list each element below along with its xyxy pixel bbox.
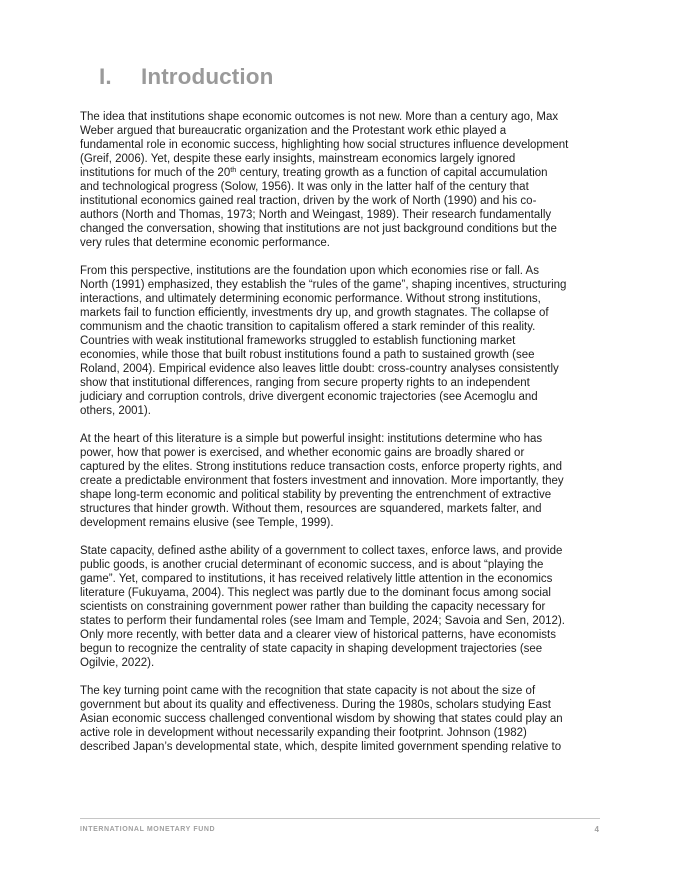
text-line: public goods, is another crucial determinant of economic success, and is about “playing the — [80, 559, 544, 571]
paragraph — [80, 684, 606, 754]
text-line: Ogilvie, 2022). — [80, 657, 155, 669]
footer-divider — [80, 818, 600, 819]
text-line: North (1991) emphasized, they establish the “rules of the game”, shaping incentives, structuring — [80, 279, 567, 291]
text-line: shape long-term economic and political stability by preventing the entrenchment of extractive — [80, 489, 552, 501]
superscript: th — [230, 165, 237, 174]
text-line: (Greif, 2006). Yet, despite these early insights, mainstream economics largely ignored — [80, 153, 516, 165]
text-line: states to perform their fundamental roles (see Imam and Temple, 2024; Savoia and Sen, 2012). — [80, 615, 565, 627]
text-line: described Japan’s developmental state, which, despite limited government spending relative to — [80, 741, 562, 753]
text-line: Roland, 2004). Empirical evidence also leaves little doubt: cross-country analyses consistently — [80, 363, 559, 375]
text-line: State capacity, defined asthe ability of a government to collect taxes, enforce laws, and provide — [80, 545, 563, 557]
text-line: very rules that determine economic performance. — [80, 237, 330, 249]
section-title: Introduction — [141, 64, 274, 89]
text-line: The key turning point came with the recognition that state capacity is not about the size of — [80, 685, 536, 697]
text-fragment: institutions for much of the 20 — [80, 167, 231, 179]
text-line: captured by the elites. Strong institutions reduce transaction costs, enforce property rights, and — [80, 461, 562, 473]
page-number: 4 — [594, 825, 599, 834]
text-line: fundamental role in economic success, highlighting how social structures influence development — [80, 139, 569, 151]
text-line: The idea that institutions shape economic outcomes is not new. More than a century ago, Max — [80, 111, 559, 123]
paragraph — [80, 544, 606, 670]
text-line: and technological progress (Solow, 1956). It was only in the latter half of the century that — [80, 181, 529, 193]
text-line: changed the conversation, showing that institutions are not just background conditions but the — [80, 223, 557, 235]
text-line: Asian economic success challenged conventional wisdom by showing that states could play an — [80, 713, 563, 725]
text-line: development remains elusive (see Temple, 1999). — [80, 517, 334, 529]
text-line: begun to recognize the centrality of state capacity in shaping development trajectories (see — [80, 643, 543, 655]
text-line: show that institutional differences, ranging from secure property rights to an independent — [80, 377, 530, 389]
text-line: Countries with weak institutional frameworks struggled to establish functioning market — [80, 335, 516, 347]
text-line: government but about its quality and effectiveness. During the 1980s, scholars studying East — [80, 699, 551, 711]
text-line: interactions, and ultimately determining economic performance. Without strong institutions, — [80, 293, 541, 305]
text-line: structures that hinder growth. Without them, resources are squandered, markets falter, and — [80, 503, 542, 515]
text-line: communism and the chaotic transition to capitalism offered a stark reminder of this reality. — [80, 321, 536, 333]
text-line: Weber argued that bureaucratic organization and the Protestant work ethic played a — [80, 125, 507, 137]
text-line: scientists on constraining government power rather than building the capacity necessary for — [80, 601, 546, 613]
text-line: active role in development without necessarily expanding their footprint. Johnson (1982) — [80, 727, 527, 739]
text-line: markets fail to function efficiently, investments dry up, and growth stagnates. The collapse of — [80, 307, 549, 319]
text-line: power, how that power is exercised, and whether economic gains are broadly shared or — [80, 447, 525, 459]
section-heading — [99, 64, 273, 90]
text-line: others, 2001). — [80, 405, 151, 417]
text-line: literature (Fukuyama, 2004). This neglect was partly due to the dominant focus among social — [80, 587, 551, 599]
paragraph — [80, 264, 606, 418]
paragraph — [80, 110, 606, 250]
footer-organization: INTERNATIONAL MONETARY FUND — [80, 826, 216, 833]
text-line: judiciary and corruption controls, drive divergent economic trajectories (see Acemoglu and — [80, 391, 538, 403]
text-line: At the heart of this literature is a simple but powerful insight: institutions determine who has — [80, 433, 543, 445]
text-line: Only more recently, with better data and a clearer view of historical patterns, have economists — [80, 629, 556, 641]
text-fragment: century, treating growth as a function of capital accumulation — [236, 167, 548, 179]
text-line: institutional economics gained real traction, driven by the work of North (1990) and his co- — [80, 195, 537, 207]
paragraph — [80, 432, 606, 530]
text-line: game”. Yet, compared to institutions, it has received relatively little attention in the economics — [80, 573, 553, 585]
section-number: I. — [99, 64, 112, 89]
text-line: create a predictable environment that fosters investment and innovation. More importantly, they — [80, 475, 564, 487]
body-text — [80, 110, 606, 768]
text-line: From this perspective, institutions are the foundation upon which economies rise or fall. As — [80, 265, 539, 277]
text-line: authors (North and Thomas, 1973; North and Weingast, 1989). Their research fundamentally — [80, 209, 552, 221]
text-line: economies, while those that built robust institutions found a path to sustained growth (see — [80, 349, 535, 361]
text-line — [80, 166, 606, 180]
